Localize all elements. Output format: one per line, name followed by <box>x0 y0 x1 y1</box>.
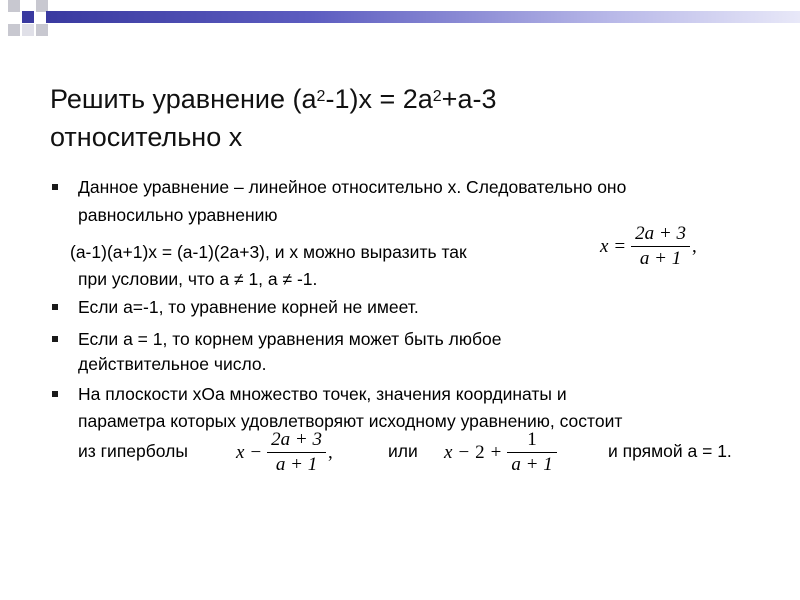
formula-hyperbola-2: x − 2 + $\frac{1}{a + 1}$ <box>444 428 557 477</box>
bullet-2-text: Если а=-1, то уравнение корней не имеет. <box>78 297 419 317</box>
bullet-3-line-1: Если а = 1, то корнем уравнения может быть любое <box>78 329 502 349</box>
bullet-marker <box>52 184 58 190</box>
bullet-1-line-1: Данное уравнение – линейное относительно х. Следовательно оно <box>78 177 627 197</box>
fraction: $\frac{2a + 3}{a + 1}$ <box>631 222 690 271</box>
bullet-marker <box>52 391 58 397</box>
bullet-3-line-2: действительное число. <box>78 354 267 374</box>
bullet-4-line-2: параметра которых удовлетворяют исходному уравнению, состоит <box>78 411 623 431</box>
formula-x-solution: x = $\frac{2a + 3}{a + 1}$ , <box>600 223 697 269</box>
bullet-1-line-4: при условии, что а ≠ 1, а ≠ -1. <box>78 269 318 289</box>
formula-hyperbola-1: x − $\frac{2a + 3}{a + 1}$ , <box>236 429 333 475</box>
bullet-marker <box>52 336 58 342</box>
bullet-4-line-3b: или <box>388 441 418 461</box>
fraction: $\frac{2a + 3}{a + 1}$ <box>267 428 326 477</box>
title-line-2: относительно х <box>50 122 243 152</box>
fraction: $\frac{1}{a + 1}$ <box>507 428 556 477</box>
bullet-4-line-3a: из гиперболы <box>78 441 188 461</box>
bullet-marker <box>52 304 58 310</box>
bullet-1-line-2: равносильно уравнению <box>78 205 278 225</box>
bullet-4-line-1: На плоскости хОа множество точек, значения координаты и <box>78 384 567 404</box>
title-line-1: Решить уравнение $(а^2-1)х = 2а^2+а-3$ <box>50 84 497 114</box>
bullet-4-line-3c: и прямой а = 1. <box>608 441 732 461</box>
bullet-1-line-3: (а-1)(а+1)х = (а-1)(2а+3), и х можно выразить так <box>70 242 467 262</box>
